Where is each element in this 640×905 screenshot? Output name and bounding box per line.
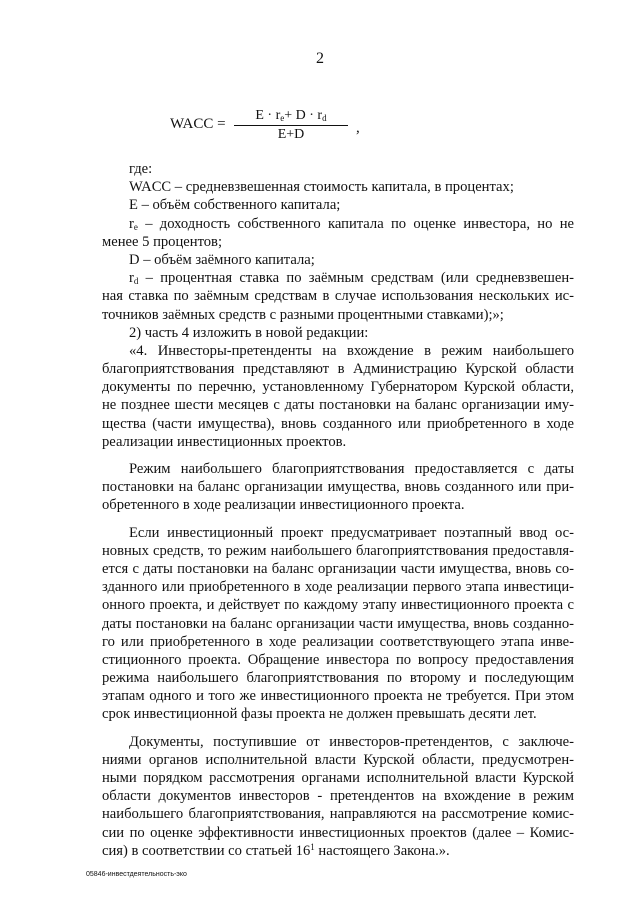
text-line: D – объём заёмного капитала;	[129, 251, 315, 268]
text-line	[102, 269, 574, 287]
numerator-e-subscript: e	[280, 113, 285, 123]
text-line: 2) часть 4 изложить в новой редакции:	[129, 324, 369, 341]
text-line: наибольшего благоприятствования, направляются на рассмотрение комис-	[102, 806, 574, 823]
text-line: этапам одного и того же инвестиционного проекта не требуется. При этом	[102, 688, 574, 705]
text-line: зданного или приобретенного в ходе реализации первого этапа инвестици-	[102, 579, 574, 596]
text-line: «4. Инвесторы-претенденты на вхождение в режим наибольшего	[129, 342, 574, 359]
page-number: 2	[316, 50, 324, 67]
text-line: щества (части имущества), вновь созданного или приобретенного в ходе	[102, 415, 574, 432]
text-line: даты постановки на баланс организации части имущества, вновь созданно-	[102, 615, 574, 632]
text-line: ется с даты постановки на баланс организации части имущества, вновь со-	[102, 560, 574, 577]
text-fragment: сия) в соответствии со статьей 16	[102, 842, 311, 859]
text-fragment: – процентная ставка по заёмным средствам (или средневзвешен-	[138, 270, 574, 287]
numerator-d-subscript: d	[322, 113, 327, 123]
text-line: Если инвестиционный проект предусматривает поэтапный ввод ос-	[129, 524, 574, 541]
text-line: ными порядком рассмотрения органами исполнительной власти Курской	[102, 770, 574, 786]
footer-file-code: 05846-инвестдеятельность-эко	[86, 871, 187, 878]
text-line: менее 5 процентов;	[102, 233, 222, 250]
text-line: режима наибольшего благоприятствования по второму и последующим	[102, 670, 574, 687]
text-line: срок инвестиционной фазы проекта не должен превышать десяти лет.	[102, 706, 537, 723]
text-subscript: e	[133, 221, 138, 232]
document-body	[102, 160, 574, 860]
text-line: онного проекта, и действует по каждому этапу инвестиционного проекта с	[102, 597, 574, 614]
numerator-d-part: + D · r	[284, 108, 323, 123]
text-line: стиционного проекта. Обращение инвестора по вопросу предоставления	[102, 651, 574, 668]
text-line: сии по оценке эффективности инвестиционных проектов (далее – Комис-	[102, 824, 574, 841]
text-line: Режим наибольшего благоприятствования предоставляется с даты	[129, 461, 574, 477]
formula-fraction	[234, 108, 348, 143]
formula-comma: ,	[356, 120, 360, 136]
text-fragment: r	[129, 270, 134, 287]
text-line: точников заёмных средств с разными процентными ставками);»;	[102, 306, 504, 323]
text-line: постановки на баланс организации имущества, вновь созданного или при-	[102, 479, 574, 496]
text-line	[102, 215, 574, 233]
text-line: ная ставка по заёмным средствам в случае использования нескольких ис-	[102, 288, 574, 305]
formula-numerator	[234, 108, 348, 126]
text-subscript: d	[133, 276, 139, 287]
text-fragment: r	[129, 215, 134, 232]
text-line: WACC – средневзвешенная стоимость капитала, в процентах;	[129, 179, 514, 196]
text-line: реализации инвестиционных проектов.	[102, 433, 347, 450]
text-line: документы по перечню, установленному Губернатором Курской области,	[102, 379, 574, 396]
text-line: Документы, поступившие от инвесторов-претендентов, с заключе-	[129, 733, 574, 750]
text-line	[102, 842, 574, 860]
text-superscript: 1	[310, 841, 315, 852]
text-line: новных средств, то режим наибольшего благоприятствования предоставля-	[102, 542, 574, 559]
numerator-e-part: E · r	[255, 108, 281, 123]
text-line: благоприятствования представляют в Администрацию Курской области	[102, 361, 574, 378]
formula-denominator: E+D	[277, 127, 305, 142]
text-line: области документов инвесторов - претендентов на вхождение в режим	[102, 788, 574, 805]
text-fragment: – доходность собственного капитала по оценке инвестора, но не	[137, 215, 574, 232]
formula-lhs: WACC =	[170, 116, 226, 132]
text-line: E – объём собственного капитала;	[129, 197, 341, 214]
text-line: не позднее шести месяцев с даты постановки на баланс организации иму-	[102, 397, 574, 414]
text-line: го или приобретенного в ходе реализации соответствующего этапа инве-	[102, 633, 574, 650]
text-line: ниями органов исполнительной власти Курской области, предусмотрен-	[102, 751, 574, 768]
text-fragment: настоящего Закона.».	[314, 842, 450, 859]
text-line: обретенного в ходе реализации инвестиционного проекта.	[102, 497, 465, 514]
text-line: где:	[129, 161, 153, 177]
